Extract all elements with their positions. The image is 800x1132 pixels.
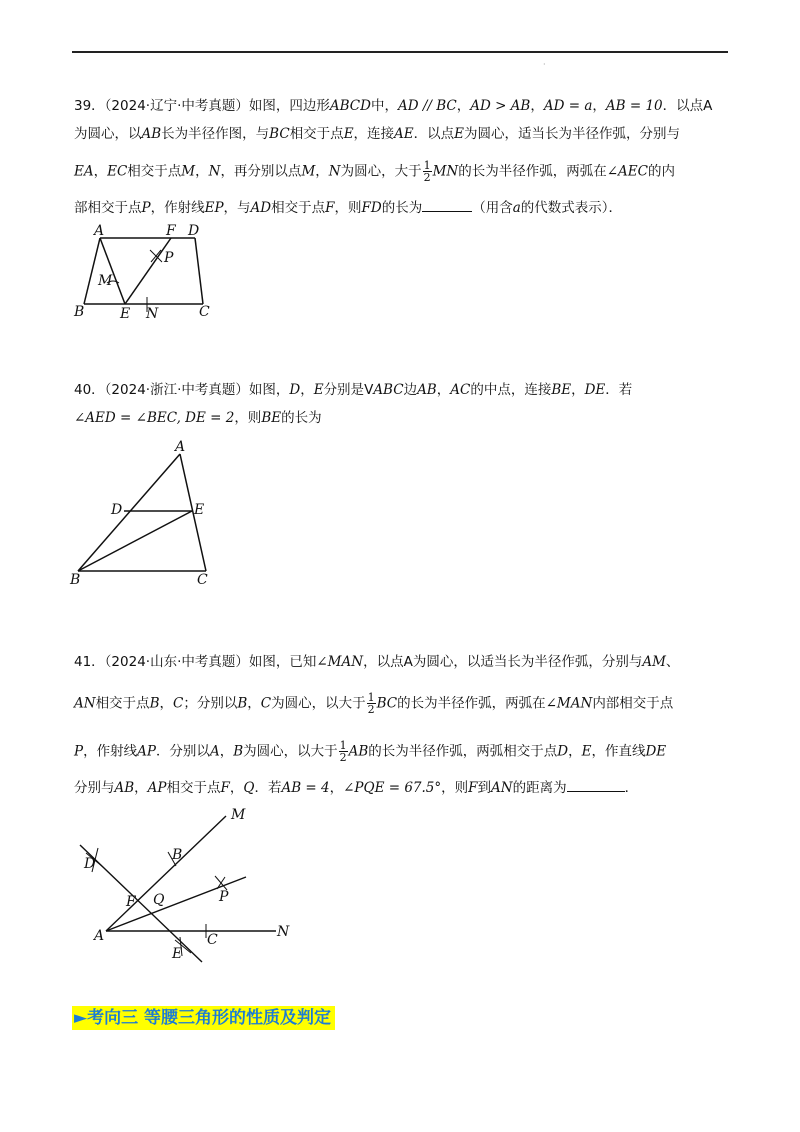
label-B: B	[172, 847, 183, 863]
label-C: C	[197, 572, 208, 588]
fraction-half: $\frac{1}{2}$	[423, 159, 431, 184]
label-D: D	[111, 502, 123, 518]
label-D: D	[84, 856, 96, 872]
figure-q40	[78, 454, 206, 571]
label-E: E	[172, 946, 183, 962]
label-D: D	[188, 223, 200, 239]
section-heading: ►考向三 等腰三角形的性质及判定	[72, 1006, 335, 1030]
label-Q: Q	[153, 892, 165, 908]
figure-q41	[80, 816, 276, 962]
label-F: F	[166, 223, 176, 239]
label-P: P	[219, 889, 229, 905]
q41-line-2: AN相交于点B，C；分别以B，C为圆心，以大于 $\frac{1}{2}$ BC的长为半径作弧，两弧在∠MAN内部相交于点	[74, 691, 674, 716]
header-dot: ·	[543, 60, 546, 69]
label-A: A	[175, 439, 186, 455]
q40-line-1: 40．（2024·浙江·中考真题）如图，D，E分别是VABC边AB，AC的中点，连接BE，DE．若	[74, 382, 633, 398]
q39-line-3: EA，EC相交于点M，N，再分别以点M，N为圆心，大于 $\frac{1}{2}$ MN的长为半径作弧，两弧在∠AEC的内	[74, 159, 675, 184]
q41-line-1: 41．（2024·山东·中考真题）如图，已知∠MAN，以点A为圆心，以适当长为半径作弧，分别与AM、	[74, 654, 680, 670]
q41-line-3: P，作射线AP．分别以A，B为圆心，以大于 $\frac{1}{2}$ AB的长为半径作弧，两弧相交于点D，E，作直线DE	[74, 739, 667, 764]
q39-line-4: 部相交于点P，作射线EP，与AD相交于点F，则FD的长为 （用含a的代数式表示）．	[74, 200, 623, 216]
label-E: E	[120, 306, 131, 322]
label-P: P	[164, 250, 174, 266]
q41-line-4: 分别与AB，AP相交于点F，Q．若AB = 4，∠PQE = 67.5°，则F到AN的距离为 ．	[74, 780, 639, 796]
label-C: C	[207, 932, 218, 948]
fraction-half: $\frac{1}{2}$	[339, 739, 347, 764]
label-M: M	[231, 807, 246, 823]
q39-line-2: 为圆心，以AB长为半径作图，与BC相交于点E，连接AE．以点E为圆心，适当长为半径作弧，分别与	[74, 126, 681, 142]
label-C: C	[199, 304, 210, 320]
label-N: N	[146, 306, 159, 322]
label-F: F	[126, 894, 136, 910]
label-N: N	[277, 924, 290, 940]
label-E: E	[194, 502, 205, 518]
figure-q41-labels	[83, 807, 290, 962]
q40-line-2: ∠AED = ∠BEC, DE = 2，则BE的长为	[74, 410, 322, 426]
label-A: A	[94, 928, 105, 944]
label-M: M	[98, 273, 113, 289]
fraction-half: $\frac{1}{2}$	[367, 691, 375, 716]
label-A: A	[94, 223, 105, 239]
label-B: B	[74, 304, 85, 320]
q39-line-1: 39．（2024·辽宁·中考真题）如图，四边形ABCD中，AD // BC，AD > AB，AD = a，AB = 10．以点A	[74, 98, 713, 114]
label-B: B	[70, 572, 81, 588]
